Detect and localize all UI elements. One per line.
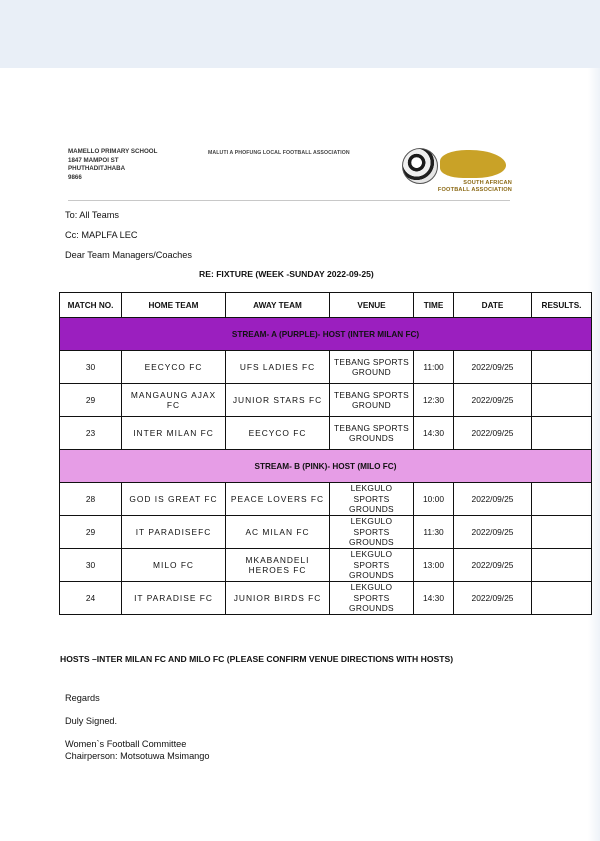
- match-result: [532, 384, 592, 417]
- hosts-note: HOSTS –INTER MILAN FC AND MILO FC (PLEASE CONFIRM VENUE DIRECTIONS WITH HOSTS): [60, 654, 454, 664]
- match-result: [532, 516, 592, 549]
- home-team: MANGAUNG AJAX FC: [122, 384, 226, 417]
- match-no: 29: [60, 384, 122, 417]
- stream-a-banner: [60, 318, 592, 351]
- venue: LEKGULO SPORTS GROUNDS: [330, 483, 414, 516]
- venue: LEKGULO SPORTS GROUNDS: [330, 516, 414, 549]
- header-match-no: MATCH NO.: [60, 293, 122, 318]
- header-time: TIME: [414, 293, 454, 318]
- cc-line: Cc: MAPLFA LEC: [65, 230, 138, 240]
- table-row: [60, 549, 592, 582]
- table-row: [60, 483, 592, 516]
- match-no: 30: [60, 351, 122, 384]
- header-results: RESULTS.: [532, 293, 592, 318]
- home-team: EECYCO FC: [122, 351, 226, 384]
- home-team: INTER MILAN FC: [122, 417, 226, 450]
- match-no: 29: [60, 516, 122, 549]
- kickoff-time: 11:00: [414, 351, 454, 384]
- stream-b-label: STREAM- B (PINK)- HOST (MILO FC): [60, 450, 592, 483]
- chairperson: Chairperson: Motsotuwa Msimango: [65, 751, 210, 761]
- home-team: IT PARADISEFC: [122, 516, 226, 549]
- logo-text-line-2: FOOTBALL ASSOCIATION: [437, 186, 512, 193]
- table-row: [60, 384, 592, 417]
- kickoff-time: 10:00: [414, 483, 454, 516]
- greeting: Dear Team Managers/Coaches: [65, 250, 192, 260]
- venue: LEKGULO SPORTS GROUNDS: [330, 549, 414, 582]
- subject-line: RE: FIXTURE (WEEK -SUNDAY 2022-09-25): [199, 269, 374, 279]
- away-team: AC MILAN FC: [226, 516, 330, 549]
- venue: TEBANG SPORTS GROUNDS: [330, 417, 414, 450]
- table-header-row: [60, 293, 592, 318]
- header-away-team: AWAY TEAM: [226, 293, 330, 318]
- committee-name: Women`s Football Committee: [65, 739, 187, 749]
- venue: TEBANG SPORTS GROUND: [330, 384, 414, 417]
- duly-signed: Duly Signed.: [65, 716, 118, 726]
- letterhead: [68, 144, 510, 200]
- table-row: [60, 516, 592, 549]
- to-line: To: All Teams: [65, 210, 119, 220]
- home-team: MILO FC: [122, 549, 226, 582]
- away-team: EECYCO FC: [226, 417, 330, 450]
- match-date: 2022/09/25: [454, 417, 532, 450]
- away-team: JUNIOR STARS FC: [226, 384, 330, 417]
- stream-a-label: STREAM- A (PURPLE)- HOST (INTER MILAN FC): [60, 318, 592, 351]
- school-town: PHUTHADITJHABA: [68, 165, 126, 173]
- letterhead-divider: [68, 200, 510, 201]
- away-team: MKABANDELI HEROES FC: [226, 549, 330, 582]
- kickoff-time: 13:00: [414, 549, 454, 582]
- logo-text: [400, 180, 512, 193]
- table-row: [60, 582, 592, 615]
- header-venue: VENUE: [330, 293, 414, 318]
- away-team: JUNIOR BIRDS FC: [226, 582, 330, 615]
- match-date: 2022/09/25: [454, 483, 532, 516]
- away-team: PEACE LOVERS FC: [226, 483, 330, 516]
- regards: Regards: [65, 693, 100, 703]
- kickoff-time: 12:30: [414, 384, 454, 417]
- school-postcode: 9866: [68, 173, 82, 181]
- safa-logo: [400, 144, 510, 192]
- match-result: [532, 549, 592, 582]
- africa-map-icon: [440, 150, 506, 178]
- match-date: 2022/09/25: [454, 549, 532, 582]
- fixture-table: [59, 292, 592, 615]
- match-date: 2022/09/25: [454, 384, 532, 417]
- venue: LEKGULO SPORTS GROUNDS: [330, 582, 414, 615]
- match-date: 2022/09/25: [454, 351, 532, 384]
- header-home-team: HOME TEAM: [122, 293, 226, 318]
- match-no: 28: [60, 483, 122, 516]
- school-address: [68, 148, 157, 182]
- match-result: [532, 417, 592, 450]
- stream-b-banner: [60, 450, 592, 483]
- table-row: [60, 351, 592, 384]
- logo-text-line-1: SOUTH AFRICAN: [463, 180, 512, 186]
- kickoff-time: 14:30: [414, 417, 454, 450]
- match-no: 24: [60, 582, 122, 615]
- kickoff-time: 11:30: [414, 516, 454, 549]
- venue: TEBANG SPORTS GROUND: [330, 351, 414, 384]
- home-team: GOD IS GREAT FC: [122, 483, 226, 516]
- kickoff-time: 14:30: [414, 582, 454, 615]
- association-name: MALUTI A PHOFUNG LOCAL FOOTBALL ASSOCIATION: [208, 150, 350, 156]
- match-no: 23: [60, 417, 122, 450]
- viewer-top-band: [0, 0, 600, 68]
- table-row: [60, 417, 592, 450]
- header-date: DATE: [454, 293, 532, 318]
- home-team: IT PARADISE FC: [122, 582, 226, 615]
- away-team: UFS LADIES FC: [226, 351, 330, 384]
- match-result: [532, 483, 592, 516]
- football-icon: [402, 148, 438, 184]
- match-date: 2022/09/25: [454, 516, 532, 549]
- school-name: MAMELLO PRIMARY SCHOOL: [68, 148, 158, 155]
- school-street: 1847 MAMPOI ST: [68, 156, 119, 164]
- match-result: [532, 582, 592, 615]
- match-result: [532, 351, 592, 384]
- match-no: 30: [60, 549, 122, 582]
- match-date: 2022/09/25: [454, 582, 532, 615]
